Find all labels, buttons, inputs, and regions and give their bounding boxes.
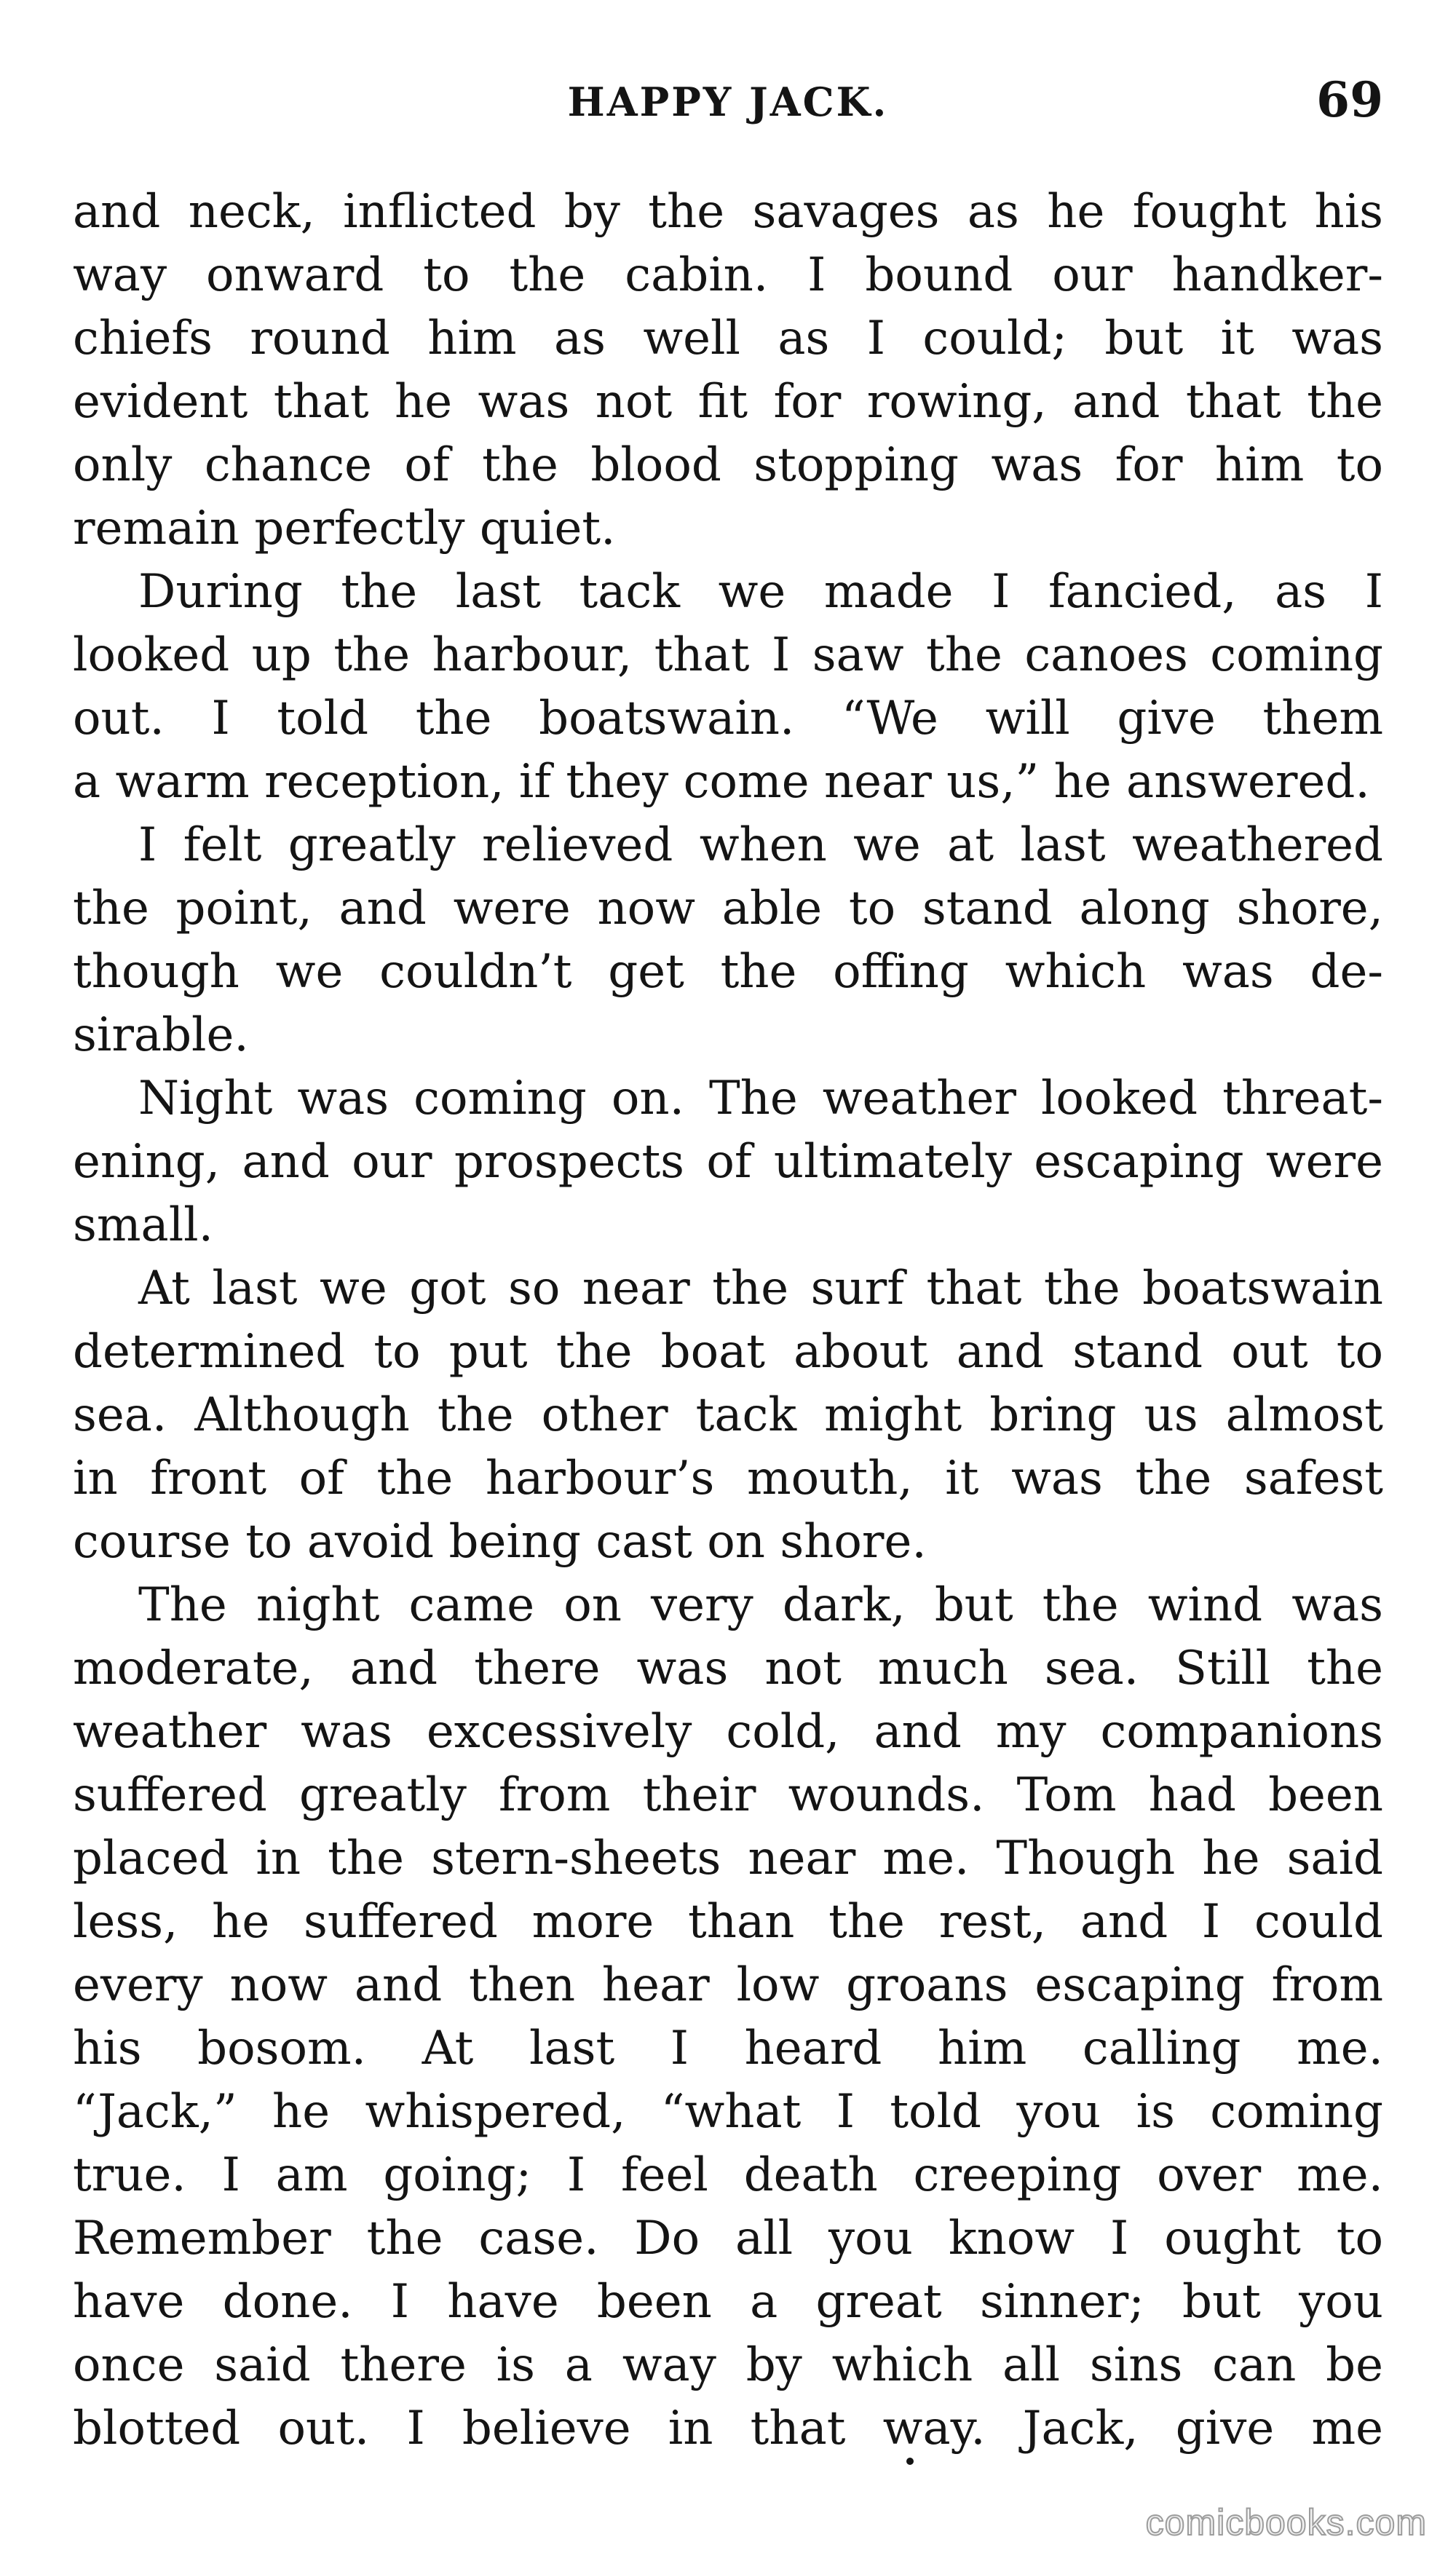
text-line: remain perfectly quiet. bbox=[73, 502, 616, 555]
text-line: weather was excessively cold, and my companions bbox=[73, 1705, 1383, 1759]
text-line: once said there is a way by which all sins can be bbox=[73, 2338, 1383, 2392]
text-line: Remember the case. Do all you know I ought to bbox=[73, 2212, 1383, 2265]
body-text bbox=[73, 181, 1383, 2461]
paragraph-first-line: During the last tack we made I fancied, as I bbox=[138, 565, 1383, 619]
text-line: his bosom. At last I heard him calling me. bbox=[73, 2022, 1383, 2075]
text-line: moderate, and there was not much sea. Still the bbox=[73, 1642, 1383, 1695]
text-line: out. I told the boatswain. “We will give them bbox=[73, 692, 1383, 745]
text-line: sirable. bbox=[73, 1008, 249, 1062]
page-number: 69 bbox=[1316, 71, 1383, 128]
text-line: the point, and were now able to stand along shore, bbox=[73, 882, 1383, 935]
text-line: “Jack,” he whispered, “what I told you is coming bbox=[73, 2085, 1383, 2139]
text-line: a warm reception, if they come near us,” he answered. bbox=[73, 755, 1370, 809]
running-title: HAPPY JACK. bbox=[567, 79, 889, 125]
text-line: and neck, inflicted by the savages as he fought his bbox=[73, 185, 1383, 239]
text-line: only chance of the blood stopping was for him to bbox=[73, 438, 1383, 492]
text-line: less, he suffered more than the rest, and I could bbox=[73, 1895, 1383, 1949]
text-line: chiefs round him as well as I could; but it was bbox=[73, 312, 1383, 365]
footer-dot bbox=[906, 2458, 914, 2465]
text-line: have done. I have been a great sinner; but you bbox=[73, 2275, 1383, 2329]
text-line: in front of the harbour’s mouth, it was the safest bbox=[73, 1452, 1383, 1505]
text-line: blotted out. I believe in that way. Jack, give me bbox=[73, 2402, 1383, 2455]
text-line: determined to put the boat about and stand out to bbox=[73, 1325, 1383, 1379]
paragraph-first-line: At last we got so near the surf that the boatswain bbox=[138, 1262, 1383, 1315]
text-line: small. bbox=[73, 1198, 213, 1252]
paragraph-first-line: Night was coming on. The weather looked threat- bbox=[138, 1072, 1383, 1125]
text-line: suffered greatly from their wounds. Tom had been bbox=[73, 1768, 1383, 1822]
text-line: placed in the stern-sheets near me. Though he said bbox=[73, 1832, 1383, 1885]
text-line: evident that he was not fit for rowing, and that the bbox=[73, 375, 1383, 429]
text-line: course to avoid being cast on shore. bbox=[73, 1515, 927, 1569]
text-line: ening, and our prospects of ultimately escaping were bbox=[73, 1135, 1383, 1189]
text-line: way onward to the cabin. I bound our handker- bbox=[73, 248, 1383, 302]
text-line: sea. Although the other tack might bring us almost bbox=[73, 1388, 1383, 1442]
watermark: comicbooks.com bbox=[1145, 2502, 1427, 2543]
paragraph-first-line: The night came on very dark, but the wind was bbox=[138, 1578, 1383, 1632]
text-line: looked up the harbour, that I saw the canoes coming bbox=[73, 628, 1383, 682]
text-line: every now and then hear low groans escaping from bbox=[73, 1958, 1383, 2012]
paragraph-first-line: I felt greatly relieved when we at last weathered bbox=[138, 818, 1383, 872]
text-line: though we couldn’t get the offing which was de- bbox=[73, 945, 1383, 999]
text-line: true. I am going; I feel death creeping over me. bbox=[73, 2148, 1383, 2202]
